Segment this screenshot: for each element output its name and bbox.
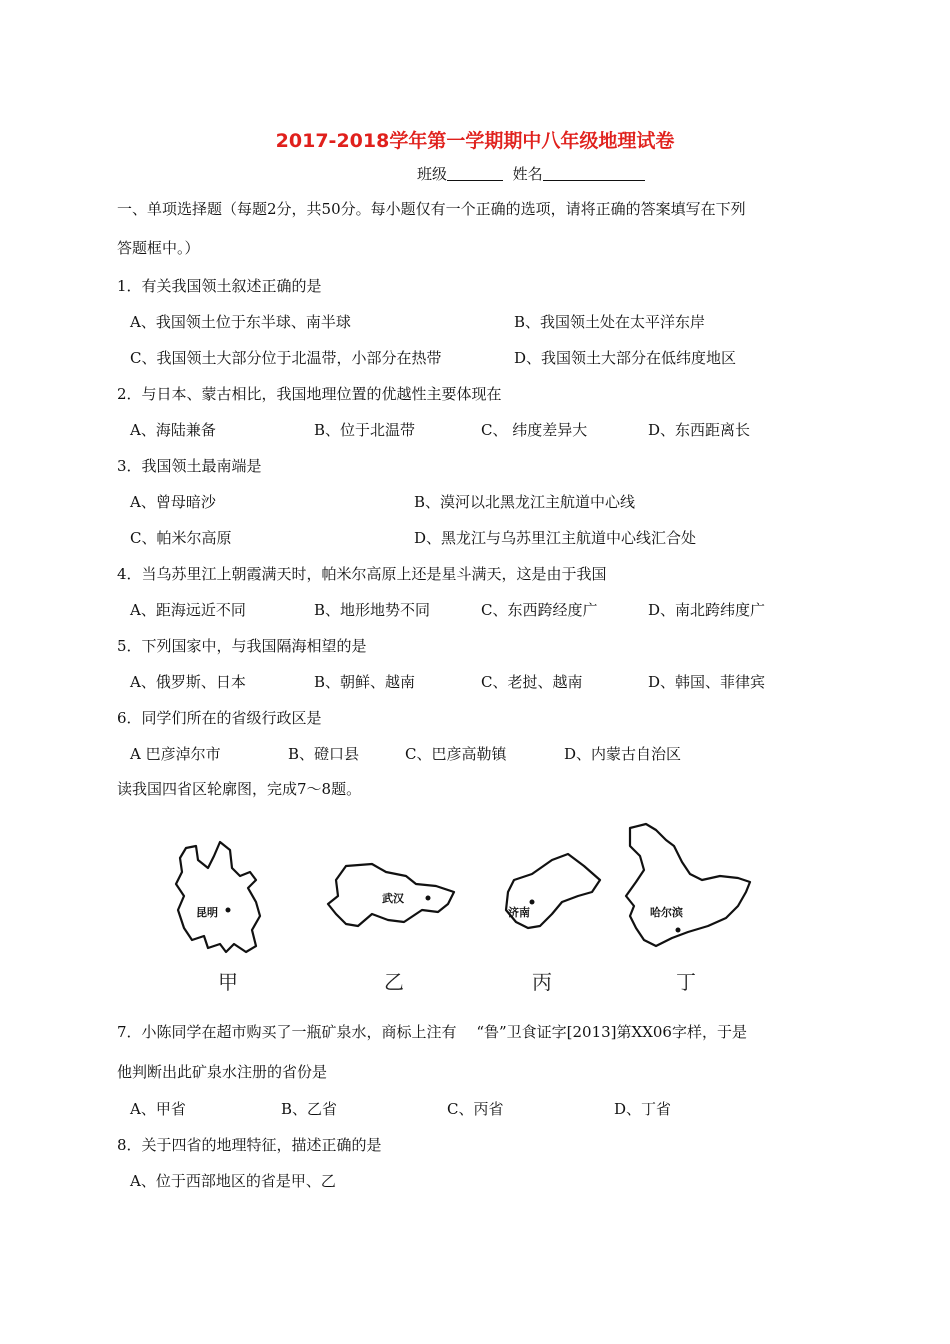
question-7-stem-line1: 7．小陈同学在超市购买了一瓶矿泉水，商标上注有 “鲁”卫食证字[2013]第XX06字样，于是 xyxy=(117,1023,747,1041)
section-instruction-line2: 答题框中。） xyxy=(117,239,200,257)
province-outline-maps xyxy=(160,818,780,998)
q4-option-b: B、地形地势不同 xyxy=(314,601,431,619)
q1-option-c: C、我国领土大部分位于北温带，小部分在热带 xyxy=(130,349,442,367)
q1-option-b: B、我国领土处在太平洋东岸 xyxy=(514,313,706,331)
q7-option-b: B、乙省 xyxy=(281,1100,338,1118)
city-name-kunming: 昆明 xyxy=(196,906,218,919)
q1-option-a: A、我国领土位于东半球、南半球 xyxy=(130,313,351,331)
q2-option-c: C、 纬度差异大 xyxy=(481,421,588,439)
q2-option-a: A、海陆兼备 xyxy=(130,421,216,439)
q4-option-d: D、南北跨纬度广 xyxy=(648,601,766,619)
question-1-stem: 1．有关我国领土叙述正确的是 xyxy=(117,277,322,295)
q3-option-c: C、帕米尔高原 xyxy=(130,529,232,547)
q5-option-a: A、俄罗斯、日本 xyxy=(130,673,246,691)
map-label-ding: 丁 xyxy=(676,970,696,994)
question-3-stem: 3．我国领土最南端是 xyxy=(117,457,262,475)
map-label-yi: 乙 xyxy=(384,970,404,994)
question-2-stem: 2．与日本、蒙古相比，我国地理位置的优越性主要体现在 xyxy=(117,385,502,403)
student-info xyxy=(417,163,645,184)
name-label: 姓名 xyxy=(512,165,543,183)
q6-option-d: D、内蒙古自治区 xyxy=(564,745,682,763)
question-4-stem: 4．当乌苏里江上朝霞满天时，帕米尔高原上还是星斗满天，这是由于我国 xyxy=(117,565,607,583)
city-name-harbin: 哈尔滨 xyxy=(650,906,683,919)
name-blank[interactable] xyxy=(543,166,645,181)
q5-option-d: D、韩国、菲律宾 xyxy=(648,673,766,691)
q1-option-d: D、我国领土大部分在低纬度地区 xyxy=(514,349,737,367)
q2-option-b: B、位于北温带 xyxy=(314,421,416,439)
q7-option-d: D、丁省 xyxy=(614,1100,672,1118)
city-dot-wuhan xyxy=(426,896,431,901)
class-label: 班级 xyxy=(417,165,448,183)
city-dot-jinan xyxy=(530,900,535,905)
q7-option-a: A、甲省 xyxy=(130,1100,186,1118)
q7-option-c: C、丙省 xyxy=(447,1100,504,1118)
q5-option-c: C、老挝、越南 xyxy=(481,673,583,691)
q2-option-d: D、东西距离长 xyxy=(648,421,751,439)
city-name-wuhan: 武汉 xyxy=(382,892,404,905)
city-dot-harbin xyxy=(676,928,681,933)
city-name-jinan: 济南 xyxy=(508,906,530,919)
province-jia-outline xyxy=(176,842,260,952)
q4-option-a: A、距海远近不同 xyxy=(130,601,246,619)
q5-option-b: B、朝鲜、越南 xyxy=(314,673,416,691)
question-8-stem: 8．关于四省的地理特征，描述正确的是 xyxy=(117,1136,382,1154)
q6-option-c: C、巴彦高勒镇 xyxy=(405,745,507,763)
q4-option-c: C、东西跨经度广 xyxy=(481,601,598,619)
map-label-bing: 丙 xyxy=(532,970,552,994)
question-7-stem-line2: 他判断出此矿泉水注册的省份是 xyxy=(117,1063,328,1081)
map-label-jia: 甲 xyxy=(218,970,238,994)
city-dot-kunming xyxy=(226,908,231,913)
map-intro: 读我国四省区轮廓图，完成7～8题。 xyxy=(117,780,362,798)
q3-option-b: B、漠河以北黑龙江主航道中心线 xyxy=(414,493,636,511)
question-6-stem: 6．同学们所在的省级行政区是 xyxy=(117,709,322,727)
q8-option-a: A、位于西部地区的省是甲、乙 xyxy=(130,1172,336,1190)
class-blank[interactable] xyxy=(447,166,503,181)
q3-option-a: A、曾母暗沙 xyxy=(130,493,216,511)
q6-option-a: A 巴彦淖尔市 xyxy=(130,745,221,763)
q3-option-d: D、黑龙江与乌苏里江主航道中心线汇合处 xyxy=(414,529,697,547)
question-5-stem: 5．下列国家中，与我国隔海相望的是 xyxy=(117,637,367,655)
exam-title: 2017-2018学年第一学期期中八年级地理试卷 xyxy=(275,130,675,152)
q6-option-b: B、磴口县 xyxy=(288,745,360,763)
section-instruction-line1: 一、单项选择题（每题2分，共50分。每小题仅有一个正确的选项，请将正确的答案填写在下列 xyxy=(117,200,746,218)
province-ding-outline xyxy=(626,824,750,946)
